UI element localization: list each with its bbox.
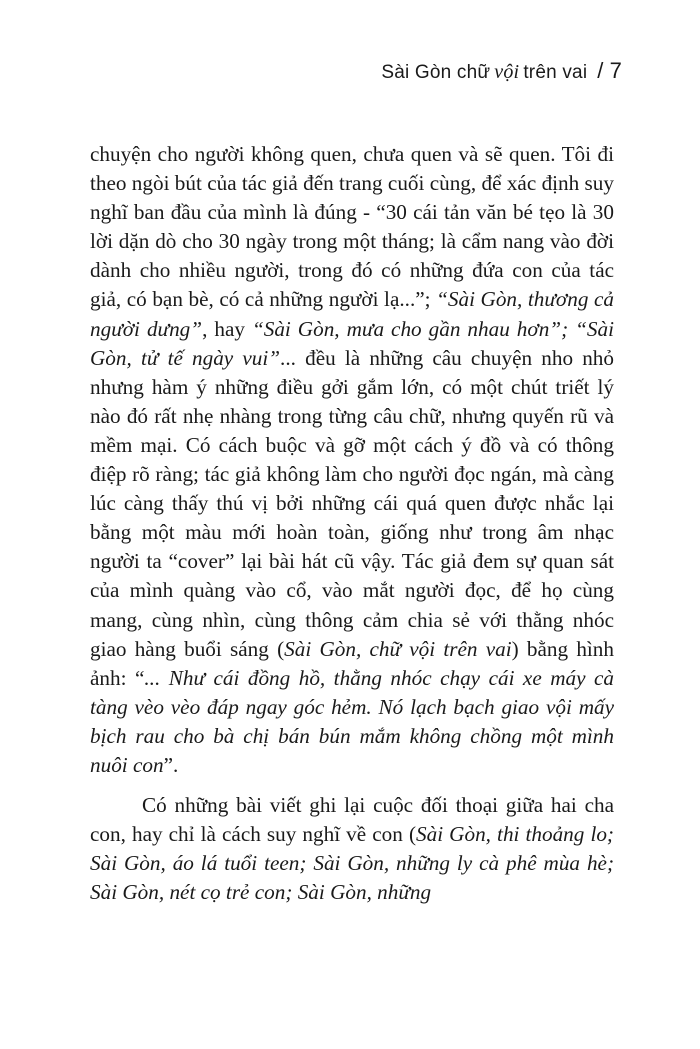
- p2-text-1: Có những bài viết ghi lại cuộc đối thoại giữa hai cha con, hay chỉ là cách suy nghĩ về con (: [90, 793, 614, 847]
- page-number: 7: [609, 58, 622, 83]
- book-title-part1: Sài Gòn chữ: [381, 62, 491, 83]
- p1-text-1: chuyện cho người không quen, chưa quen và sẽ quen. Tôi đi theo ngòi bút của tác giả đến trang cuối cùng, để xác định suy nghĩ ban đầu của mình là đúng - “30 cái tản văn bé tẹo là 30 lời dặn dò cho 30 ngày trong một tháng; là cẩm nang vào đời dành cho nhiều người, trong đó có những đứa con của tác giả, có bạn bè, có cả những người lạ...”;: [90, 142, 614, 312]
- paragraph-2: [90, 791, 614, 907]
- header-separator: /: [597, 58, 604, 83]
- p1-italic-title-2: “Sài Gòn, mưa cho gần nhau hơn”; “Sài Gòn, tử tế ngày vui”: [90, 316, 614, 370]
- p1-italic-title-3: Sài Gòn, chữ vội trên vai: [284, 636, 512, 661]
- p1-text-3: ... đều là những câu chuyện nho nhỏ nhưng hàm ý những điều gởi gắm lớn, có một chút triết lý nào đó rất nhẹ nhàng trong từng câu chữ, nhưng quyến rũ và mềm mại. Có cách buộc và gỡ một cách ý đồ và có thông điệp rõ ràng; tác giả không làm cho người đọc ngán, mà càng lúc càng thấy thú vị bởi những cái quá quen được nhắc lại bằng một màu mới hoàn toàn, giống như trong âm nhạc người ta “cover” lại bài hát cũ vậy. Tác giả đem sự quan sát của mình quàng vào cổ, vào mắt người đọc, để họ cùng mang, cùng nhìn, cùng thông cảm chia sẻ với thằng nhóc giao hàng buổi sáng (: [90, 345, 614, 661]
- page-body: [90, 140, 614, 907]
- book-title-flourish: vội: [494, 61, 520, 83]
- p1-italic-title-1: “Sài Gòn, thương cả người dưng”: [90, 287, 614, 341]
- paragraph-1: [90, 140, 614, 780]
- p1-text-2: , hay: [202, 316, 252, 341]
- running-header: [381, 58, 622, 84]
- p1-text-4: ) bằng hình ảnh: “: [90, 636, 614, 690]
- book-title-part2: trên vai: [523, 62, 588, 83]
- p1-text-5: ”.: [163, 752, 179, 777]
- p2-italic-titles: Sài Gòn, thi thoảng lo; Sài Gòn, áo lá tuổi teen; Sài Gòn, những ly cà phê mùa hè; Sài Gòn, nét cọ trẻ con; Sài Gòn, những: [90, 822, 614, 905]
- p1-italic-quote: ... Như cái đồng hồ, thằng nhóc chạy cái xe máy cà tàng vèo vèo đáp ngay góc hẻm. Nó lạch bạch giao vội mấy bịch rau cho bà chị bán bún mắm không chồng một mình nuôi con: [90, 665, 614, 777]
